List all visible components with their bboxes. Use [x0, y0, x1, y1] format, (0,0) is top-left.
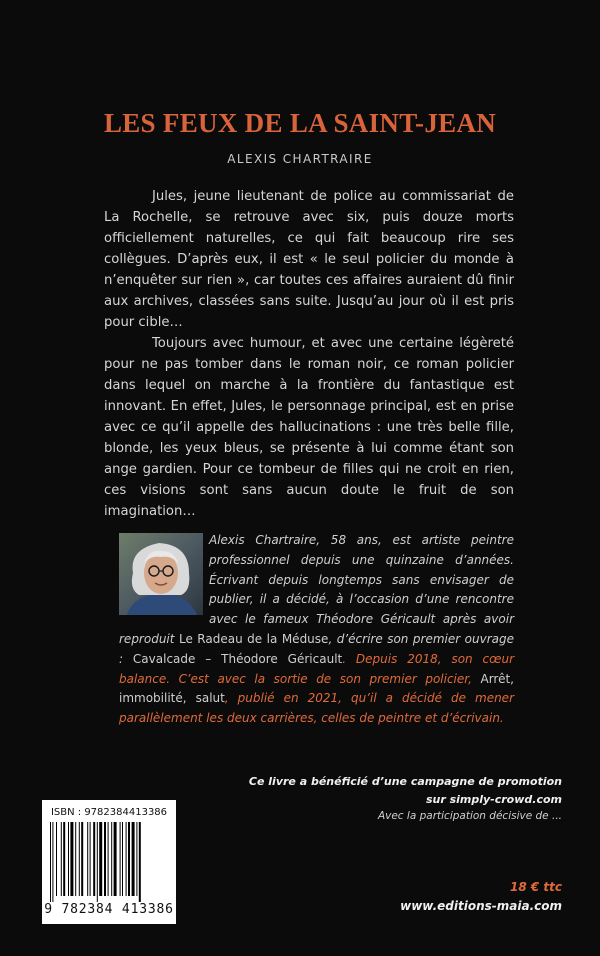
synopsis-paragraph-2: Toujours avec humour, et avec une certaine légèreté pour ne pas tomber dans le roman noir, ce roman policier dans lequel on marche à la frontière du fantastique est innovant. En effet, Jules, le personnage principal, est en prise avec ce qu’il appelle des hallucinations : une très belle fille, blonde, les yeux bleus, se présente à lui comme étant son ange gardien. Pour ce tombeur de filles qui ne croit en rien, ces visions sont sans aucun doute le fruit de son imagination… — [104, 336, 514, 519]
synopsis — [104, 186, 514, 522]
promotion-note — [249, 773, 562, 809]
bio-text-2: , d’écrire son premier ouvrage : — [119, 631, 514, 666]
book-title: LES FEUX DE LA SAINT-JEAN — [103, 108, 497, 138]
author-bio — [119, 531, 514, 729]
promotion-line-1: Ce livre a bénéficié d’une campagne de promotion — [248, 775, 562, 788]
book-author: ALEXIS CHARTRAIRE — [227, 152, 373, 166]
partner-note: Avec la participation décisive de ... — [377, 810, 562, 822]
bio-text-1: Alexis Chartraire, 58 ans, est artiste peintre professionnel depuis une quinzaine d’années. Écrivant depuis longtemps sans envisager de publier, il a décidé, à l’occasion d’une rencontre avec le fameux Théodore Géricault après avoir reproduit — [119, 533, 514, 646]
bio-photo-spacer — [119, 531, 209, 616]
bio-police-book-title: Arrêt, immobilité, salut — [119, 671, 514, 706]
bio-text-3: . Depuis 2018, son cœur balance. C’est avec la sortie de son premier policier, — [119, 651, 514, 686]
bio-text-4: , publié en 2021, qu’il a décidé de mener parallèlement les deux carrières, celles de peintre et d’écrivain. — [119, 691, 515, 726]
bio-first-book-title: Cavalcade – Théodore Géricault — [132, 651, 343, 666]
isbn-barcode — [42, 800, 176, 924]
barcode-icon — [50, 822, 168, 902]
promotion-line-2: sur simply-crowd.com — [425, 793, 562, 806]
price: 18 € ttc — [510, 880, 562, 894]
bio-painting-title: Le Radeau de la Méduse — [178, 631, 329, 646]
synopsis-paragraph-1: Jules, jeune lieutenant de police au commissariat de La Rochelle, se retrouve avec six, puis douze morts officiellement naturelles, ce qui fait beaucoup rire ses collègues. D’après eux, il est « le seul policier du monde à n’enquêter sur rien », car toutes ces affaires auraient dû finir aux archives, classées sans suite. Jusqu’au jour où il est pris pour cible… — [104, 189, 514, 330]
isbn-label: ISBN : 9782384413386 — [50, 807, 168, 818]
publisher-website: www.editions-maia.com — [400, 899, 562, 913]
isbn-digits: 9 782384 413386 — [44, 902, 174, 917]
